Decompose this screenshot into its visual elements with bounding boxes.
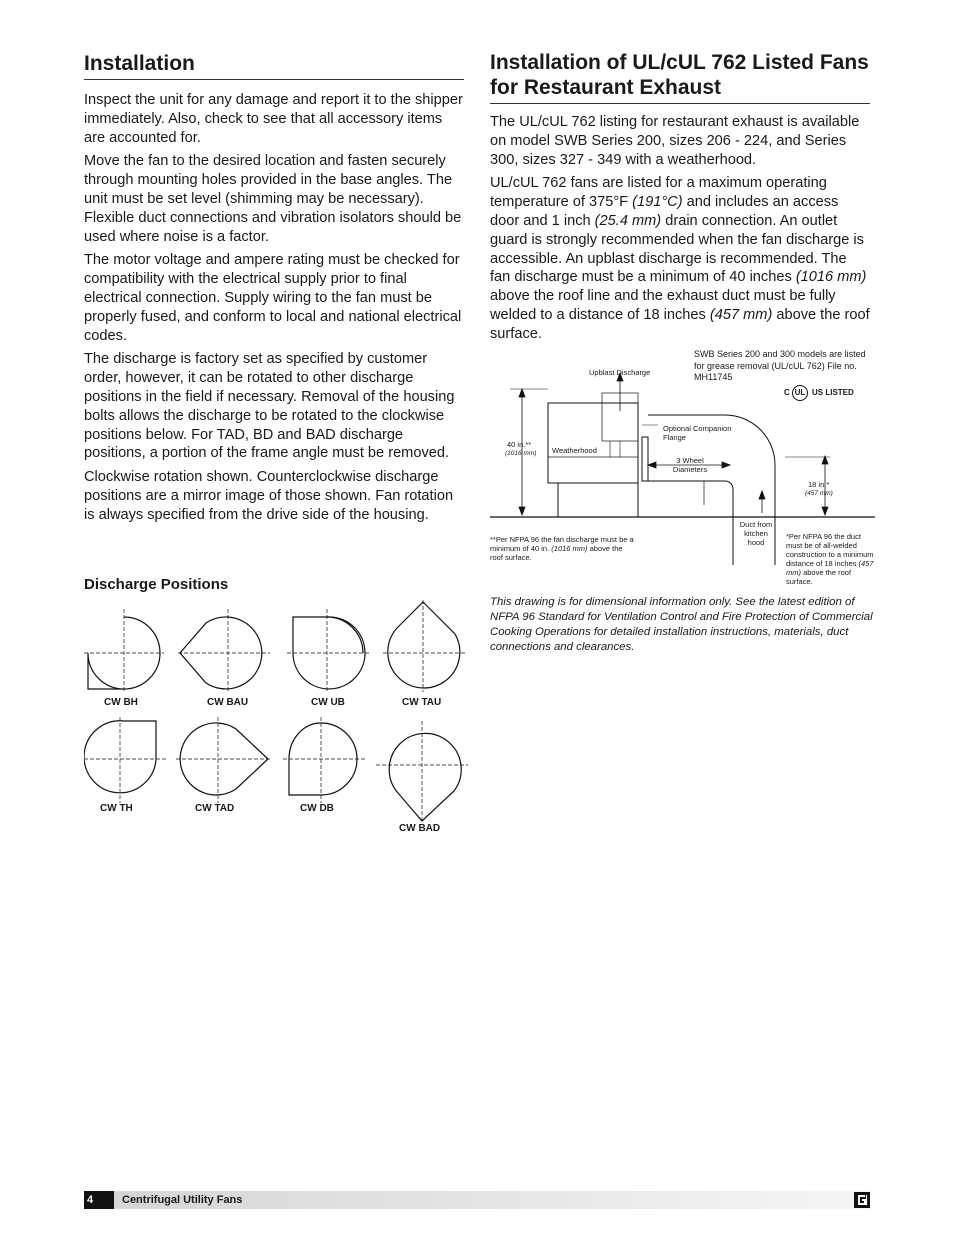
discharge-label: CW BAU [207, 697, 249, 708]
listing-note: SWB Series 200 and 300 models are listed for grease removal (UL/cUL 762) File no. MH11745 [694, 349, 866, 382]
ul-listing-body [490, 113, 870, 344]
discharge-positions-title: Discharge Positions [84, 576, 229, 593]
discharge-diagram-bh [84, 605, 168, 691]
installation-paragraph: The discharge is factory set as specified by customer order, however, it can be rotated to other discharge positions in the field if necessary. Removal of the housing bolts allows the discharge to be rotated to the clockwise positions below. For TAD, BD and BAD discharge positions, a portion of the frame angle must be removed. [84, 351, 455, 462]
note-18-in: *Per NFPA 96 the duct must be of all-welded construction to a minimum distance of 18 inches (457 mm) above the roof surface. [786, 532, 874, 586]
wheel-diameters-label: 3 Wheel Diameters [672, 456, 708, 474]
discharge-diagram-th [84, 717, 168, 803]
drawing-note: This drawing is for dimensional information only. See the latest edition of NFPA 96 Standard for Ventilation Control and Fire Protection of Commercial Cooking Operations for detailed installation instructions, materials, duct connections and clearances. [490, 596, 873, 653]
installation-body [84, 91, 464, 525]
installation-paragraph: The motor voltage and ampere rating must be checked for compatibility with the electrical supply prior to final electrical connection. Supply wiring to the fan must be properly fused, and conform to local and national electrical codes. [84, 252, 462, 344]
installation-title: Installation [84, 50, 464, 80]
discharge-label: CW BH [104, 697, 138, 708]
discharge-diagram-tad [176, 717, 272, 803]
page-number: 4 [84, 1191, 114, 1209]
discharge-label: CW TH [100, 803, 133, 814]
companion-flange-label: Optional Companion Flange [663, 424, 732, 442]
discharge-diagram-bad [376, 721, 468, 823]
ul-listing-title: Installation of UL/cUL 762 Listed Fans for Restaurant Exhaust [490, 50, 870, 104]
dim-18-mm-label: (457 mm) [805, 490, 833, 497]
ul-logo-icon: UL [792, 385, 808, 401]
discharge-label: CW DB [300, 803, 334, 814]
page-footer [84, 1191, 870, 1209]
installation-paragraph: Inspect the unit for any damage and report it to the shipper immediately. Also, check to see that all accessory items are accounted for. [84, 92, 463, 146]
upblast-label: Upblast Discharge [589, 368, 651, 377]
discharge-label: CW BAD [399, 823, 441, 834]
installation-paragraph: Move the fan to the desired location and fasten securely through mounting holes provided in the base angles. The unit must be set level (shimming may be necessary). Flexible duct connections and vibration isolators should be used where noise is a factor. [84, 153, 462, 245]
ul-listing-section [490, 50, 870, 349]
discharge-diagram-bau [178, 605, 270, 691]
discharge-label: CW TAD [195, 803, 235, 814]
duct-label: Duct from kitchen hood [739, 520, 773, 547]
footer-title: Centrifugal Utility Fans [122, 1194, 243, 1206]
dim-40-mm-label: (1016 mm) [505, 450, 537, 457]
discharge-diagram-ub [287, 605, 371, 691]
discharge-diagram-db [283, 717, 367, 803]
greenheck-logo-icon [854, 1192, 870, 1208]
ul-paragraph-1: The UL/cUL 762 listing for restaurant exhaust is available on model SWB Series 200, sizes 206 - 224, and Series 300, sizes 327 - 349 with a weatherhood. [490, 114, 860, 168]
discharge-label: CW TAU [402, 697, 442, 708]
note-40-in: **Per NFPA 96 the fan discharge must be a minimum of 40 in. (1016 mm) above the roof surface. [490, 535, 634, 562]
dim-18-label: 18 in.* [808, 480, 830, 489]
installation-paragraph: Clockwise rotation shown. Counterclockwise discharge positions are a mirror image of those shown. Fan rotation is always specified from the drive side of the housing. [84, 469, 454, 523]
ul-paragraph-2: UL/cUL 762 fans are listed for a maximum operating temperature of 375°F (191°C) and includes an access door and 1 inch (25.4 mm) drain connection. An outlet guard is strongly recommended when the fan discharge is accessible. An upblast discharge is recommended. The fan discharge must be a minimum of 40 inches (1016 mm) above the roof line and the exhaust duct must be fully welded to a distance of 18 inches (457 mm) above the roof surface. [490, 175, 870, 342]
discharge-label: CW UB [311, 697, 345, 708]
weatherhood-label: Weatherhood [552, 446, 597, 455]
discharge-diagram-tau [383, 600, 467, 692]
installation-section [84, 50, 464, 530]
dim-40-label: 40 in.** [507, 440, 532, 449]
